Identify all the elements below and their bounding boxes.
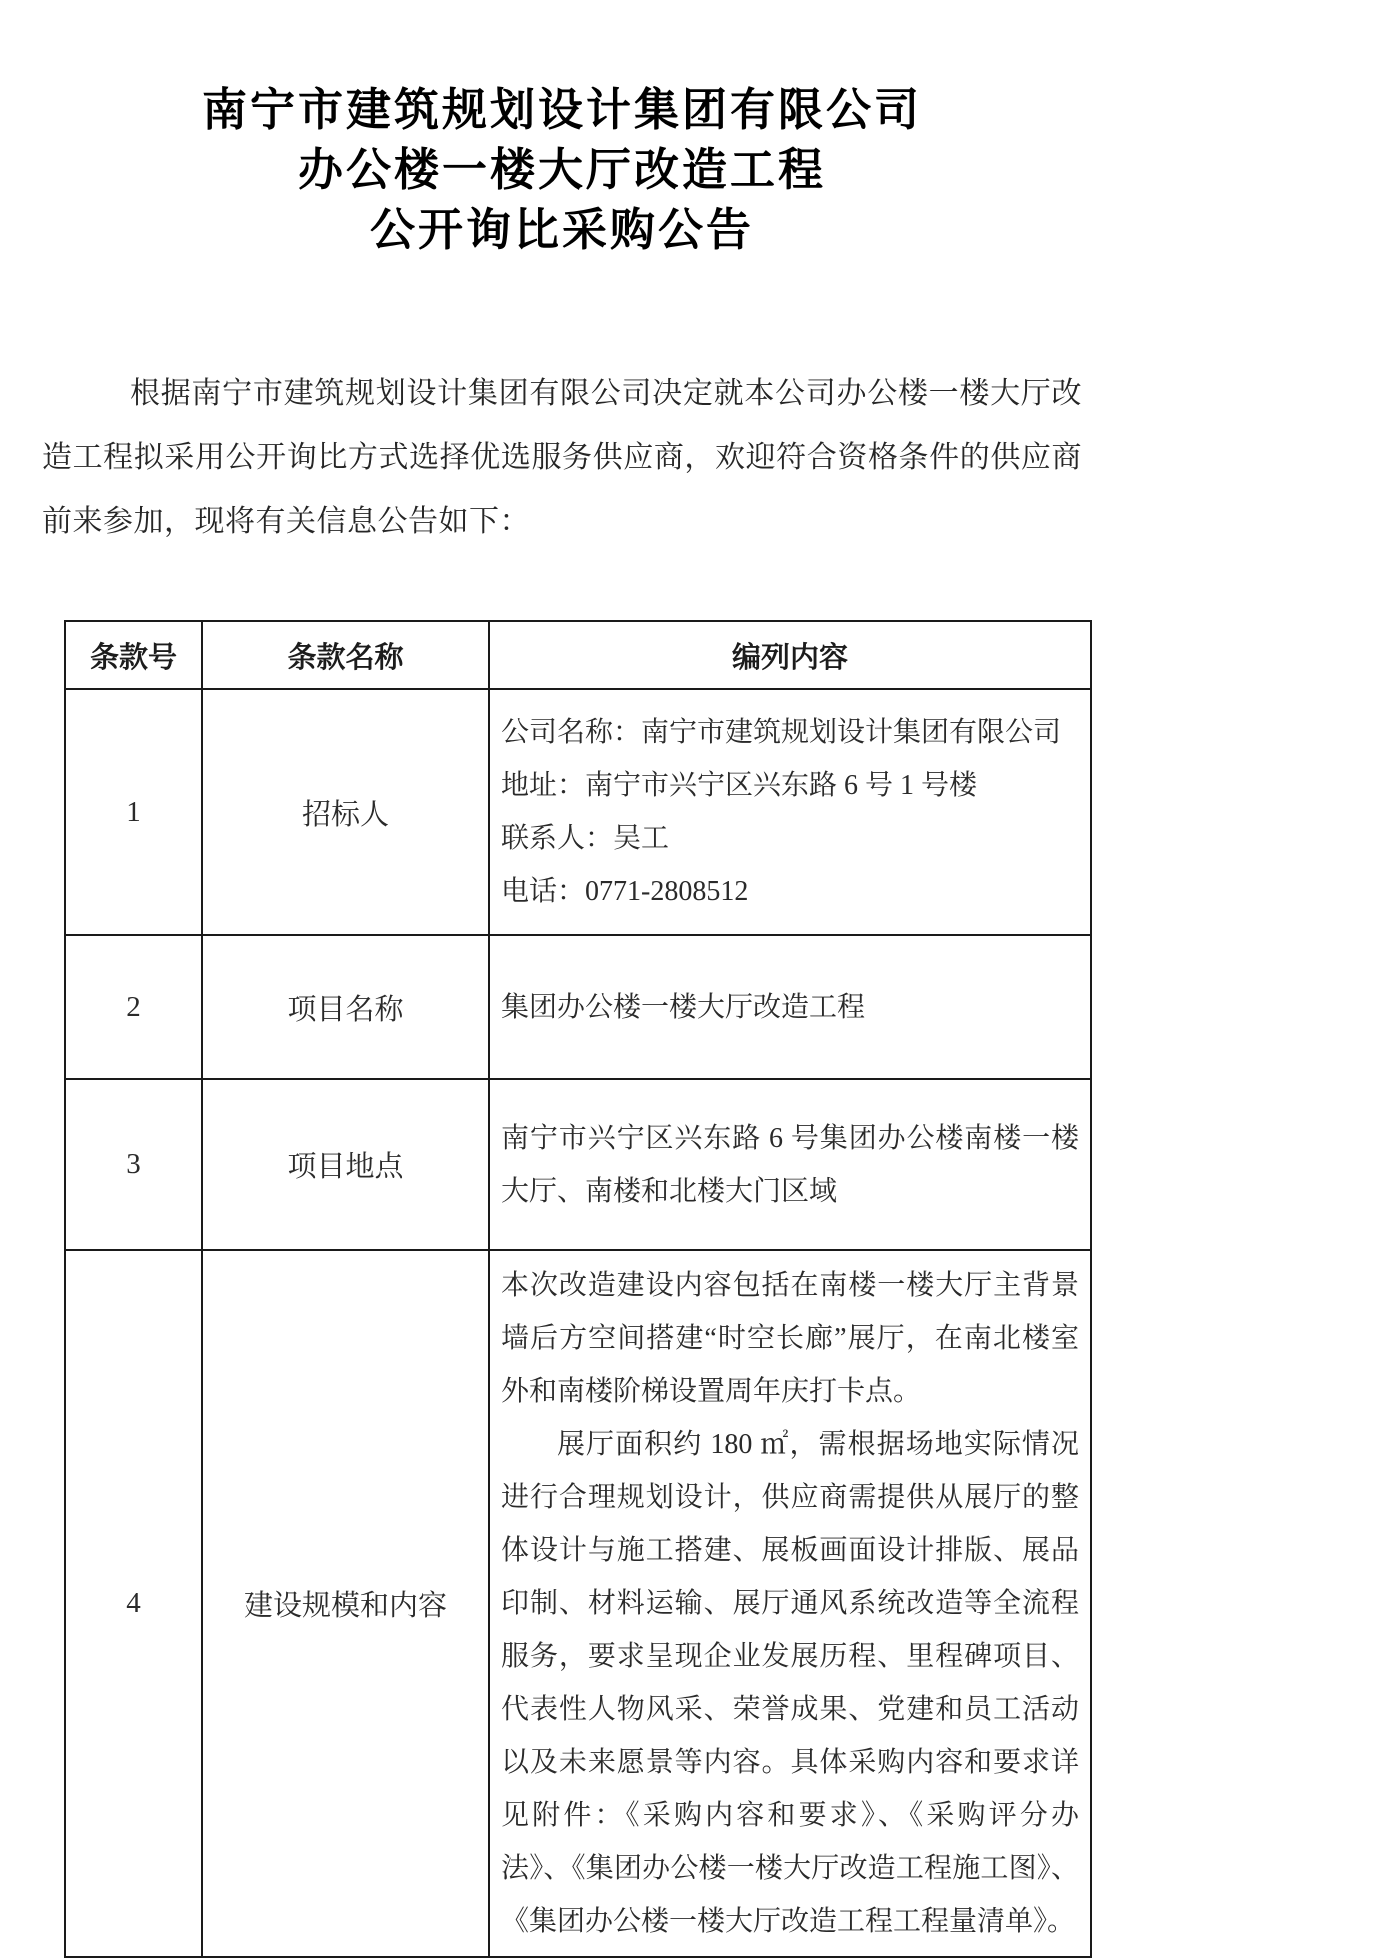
- clause-name: 项目名称: [202, 935, 489, 1079]
- clause-no: 1: [65, 689, 202, 935]
- clause-no: 2: [65, 935, 202, 1079]
- content-line: 联系人：吴工: [501, 823, 670, 854]
- document-title: [42, 80, 1082, 260]
- table-row-bidder: [65, 689, 1091, 935]
- clause-content: [489, 1250, 1091, 1957]
- table-head: [65, 621, 1091, 689]
- content-line: 地址：南宁市兴宁区兴东路 6 号 1 号楼: [501, 770, 978, 801]
- clause-name: 招标人: [202, 689, 489, 935]
- table-header-row: [65, 621, 1091, 689]
- content-line: 集团办公楼一楼大厅改造工程: [501, 991, 866, 1023]
- table-row-project-name: [65, 935, 1091, 1079]
- clause-name: 建设规模和内容: [202, 1250, 489, 1957]
- document-page: [42, 0, 1082, 1958]
- header-clause-name: 条款名称: [202, 621, 489, 689]
- clause-content: [489, 689, 1091, 935]
- clause-content: [489, 1079, 1091, 1250]
- table-row-scale-and-content: [65, 1250, 1091, 1957]
- title-line-3: 公开询比采购公告: [369, 205, 754, 255]
- content-line: 电话：0771-2808512: [501, 876, 749, 907]
- title-line-1: 南宁市建筑规划设计集团有限公司: [201, 85, 922, 135]
- intro-paragraph: 根据南宁市建筑规划设计集团有限公司决定就本公司办公楼一楼大厅改造工程拟采用公开询比方式选择优选服务供应商，欢迎符合资格条件的供应商前来参加，现将有关信息公告如下：: [42, 377, 1082, 538]
- table-row-project-location: [65, 1079, 1091, 1250]
- content-line: 公司名称：南宁市建筑规划设计集团有限公司: [501, 717, 1062, 748]
- content-line: 南宁市兴宁区兴东路 6 号集团办公楼南楼一楼大厅、南楼和北楼大门区域: [501, 1122, 1079, 1207]
- clause-content: [489, 935, 1091, 1079]
- content-paragraph: 本次改造建设内容包括在南楼一楼大厅主背景墙后方空间搭建“时空长廊”展厅，在南北楼室外和南楼阶梯设置周年庆打卡点。: [501, 1270, 1079, 1407]
- title-line-2: 办公楼一楼大厅改造工程: [297, 145, 826, 195]
- clause-no: 4: [65, 1250, 202, 1957]
- header-clause-no: 条款号: [65, 621, 202, 689]
- content-paragraph: 展厅面积约 180 ㎡，需根据场地实际情况进行合理规划设计，供应商需提供从展厅的整体设计与施工搭建、展板画面设计排版、展品印制、材料运输、展厅通风系统改造等全流程服务，要求呈现企业发展历程、里程碑项目、代表性人物风采、荣誉成果、党建和员工活动以及未来愿景等内容。具体采购内容和要求详见附件：《采购内容和要求》、《采购评分办法》、《集团办公楼一楼大厅改造工程施工图》、《集团办公楼一楼大厅改造工程工程量清单》。: [501, 1429, 1079, 1937]
- table-body: [65, 689, 1091, 1957]
- clause-no: 3: [65, 1079, 202, 1250]
- header-content: 编列内容: [489, 621, 1091, 689]
- clause-name: 项目地点: [202, 1079, 489, 1250]
- terms-table: [64, 620, 1092, 1958]
